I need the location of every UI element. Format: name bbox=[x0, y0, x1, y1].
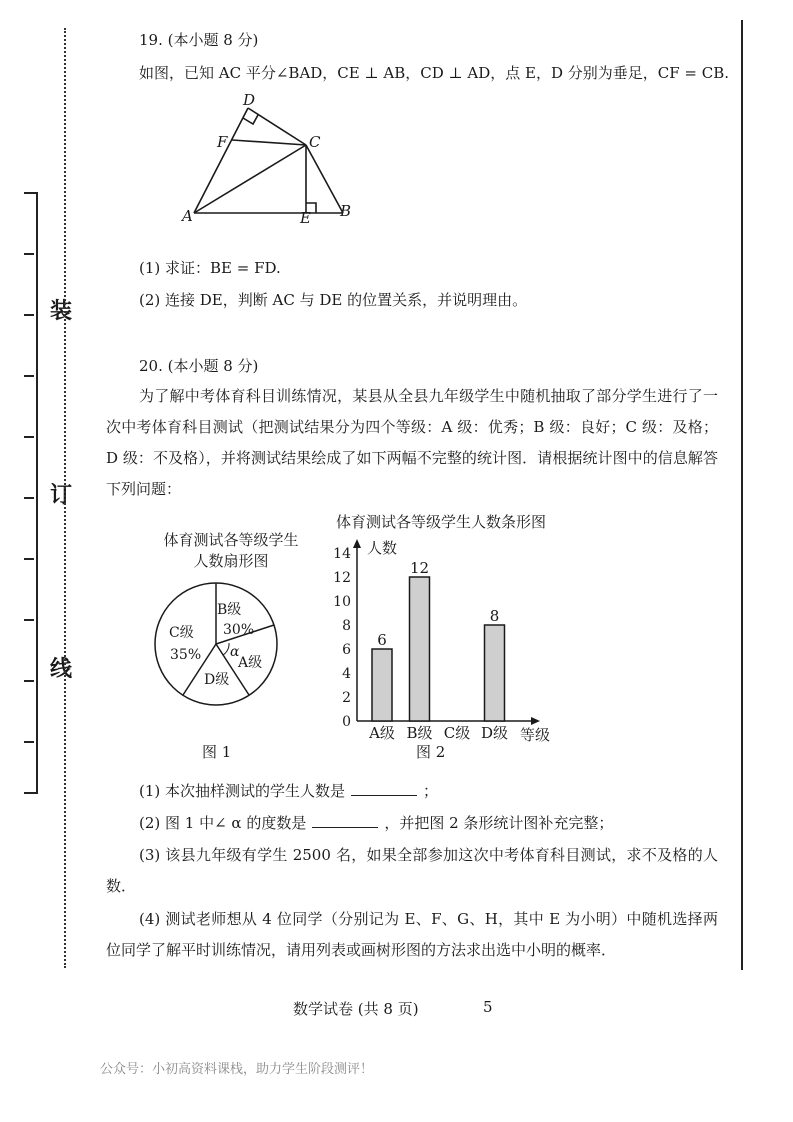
q20-part4-text: (4) 测试老师想从 4 位同学（分别记为 E、F、G、H，其中 E 为小明）中随机选择两位同学了解平时训练情况，请用列表或画树形图的方法求出选中小明的概率． bbox=[106, 910, 718, 959]
x-category-label: B级 bbox=[406, 724, 433, 742]
binding-tick bbox=[24, 436, 34, 438]
bar-caption: 图 2 bbox=[416, 743, 446, 761]
binding-tick bbox=[24, 314, 34, 316]
pie-title-line2: 人数扇形图 bbox=[193, 552, 269, 570]
y-tick-label: 8 bbox=[342, 618, 351, 634]
binding-tick bbox=[24, 375, 34, 377]
bar-chart bbox=[330, 534, 565, 746]
bar-value-label: 6 bbox=[377, 631, 387, 649]
label-C: C bbox=[309, 133, 321, 151]
bar-D级 bbox=[485, 625, 505, 721]
angle-alpha-arc bbox=[223, 643, 229, 655]
answer-blank-2[interactable] bbox=[312, 813, 378, 828]
segment-DC bbox=[248, 108, 306, 145]
right-margin-rule bbox=[741, 20, 743, 970]
label-D: D bbox=[243, 91, 256, 109]
pie-slice-B-percent: 30% bbox=[223, 622, 255, 638]
q20-intro bbox=[106, 381, 718, 505]
angle-alpha-label: α bbox=[230, 644, 240, 660]
binding-char-zhuang: 装 bbox=[50, 299, 73, 324]
y-tick-label: 4 bbox=[342, 666, 351, 682]
binding-tick bbox=[24, 680, 34, 682]
y-tick-label: 6 bbox=[342, 642, 351, 658]
y-axis-arrow bbox=[353, 539, 361, 548]
pie-slice-A-name: A级 bbox=[238, 655, 263, 671]
pie-slice-C-percent: 35% bbox=[170, 647, 202, 663]
x-category-label: D级 bbox=[480, 724, 509, 742]
q20-part2-text: (2) 图 1 中∠ α 的度数是 bbox=[139, 814, 307, 832]
label-F: F bbox=[217, 133, 228, 151]
x-category-label: C级 bbox=[443, 724, 471, 742]
bar-B级 bbox=[410, 577, 430, 721]
binding-tick bbox=[24, 619, 34, 621]
bar-chart-title: 体育测试各等级学生人数条形图 bbox=[336, 513, 547, 531]
x-axis-arrow bbox=[531, 717, 540, 725]
q20-part4 bbox=[106, 904, 718, 966]
q19-part1: (1) 求证：BE = FD. bbox=[139, 259, 281, 277]
footer-page-number: 5 bbox=[483, 998, 493, 1016]
q20-header: 20. (本小题 8 分) bbox=[139, 357, 259, 375]
binding-tick bbox=[24, 497, 34, 499]
q20-part3-text: (3) 该县九年级有学生 2500 名，如果全部参加这次中考体育科目测试，求不及格的人数． bbox=[106, 846, 718, 895]
q20-intro-text: 为了解中考体育科目训练情况，某县从全县九年级学生中随机抽取了部分学生进行了一次中考体育科目测试（把测试结果分为四个等级：A 级：优秀；B 级：良好；C 级：及格；D 级：不及格），并将测试结果绘成了如下两幅不完整的统计图．请根据统计图中的信息解答下列问题： bbox=[106, 387, 718, 498]
y-tick-label: 10 bbox=[333, 594, 351, 610]
pie-slice-B-name: B级 bbox=[217, 602, 242, 618]
q20-part1-end: ； bbox=[423, 782, 439, 800]
bar-value-label: 12 bbox=[409, 559, 430, 577]
x-axis-label: 等级 bbox=[520, 726, 551, 744]
y-tick-label: 0 bbox=[342, 714, 351, 730]
label-A: A bbox=[182, 207, 193, 225]
q19-header: 19. (本小题 8 分) bbox=[139, 31, 259, 49]
binding-char-xian: 线 bbox=[50, 657, 73, 682]
y-axis-label: 人数 bbox=[367, 539, 398, 557]
bar-A级 bbox=[372, 649, 392, 721]
footer-title: 数学试卷 (共 8 页) bbox=[293, 1000, 419, 1018]
binding-margin-bracket bbox=[24, 192, 38, 794]
y-tick-label: 14 bbox=[333, 546, 351, 562]
binding-char-ding: 订 bbox=[50, 483, 73, 508]
pie-title-line1: 体育测试各等级学生 bbox=[163, 531, 299, 549]
pie-caption: 图 1 bbox=[202, 743, 232, 761]
answer-blank-1[interactable] bbox=[351, 781, 417, 796]
q20-part2-end: ，并把图 2 条形统计图补充完整； bbox=[384, 814, 614, 832]
x-category-label: A级 bbox=[369, 724, 395, 742]
label-B: B bbox=[340, 202, 352, 220]
segment-FC bbox=[232, 140, 306, 145]
binding-tick bbox=[24, 741, 34, 743]
q20-part1 bbox=[139, 781, 438, 801]
q20-part3 bbox=[106, 840, 718, 902]
pie-title bbox=[156, 530, 306, 572]
watermark-text: 公众号：小初高资料课栈，助力学生阶段测评！ bbox=[100, 1062, 374, 1077]
pie-chart bbox=[150, 580, 280, 710]
q20-part2 bbox=[139, 813, 613, 833]
binding-tick bbox=[24, 253, 34, 255]
y-tick-label: 12 bbox=[333, 570, 351, 586]
right-angle-D bbox=[243, 115, 258, 124]
q19-statement: 如图，已知 AC 平分∠BAD，CE ⊥ AB，CD ⊥ AD，点 E，D 分别为垂足，CF = CB. bbox=[139, 64, 729, 82]
q19-geometry-figure bbox=[180, 90, 360, 226]
q19-part2: (2) 连接 DE，判断 AC 与 DE 的位置关系，并说明理由。 bbox=[139, 291, 528, 309]
q20-part1-text: (1) 本次抽样测试的学生人数是 bbox=[139, 782, 346, 800]
binding-dotted-line bbox=[64, 28, 66, 968]
pie-slice-D-name: D级 bbox=[204, 672, 230, 688]
pie-slice-C-name: C级 bbox=[169, 625, 194, 641]
label-E: E bbox=[300, 209, 311, 226]
bar-value-label: 8 bbox=[489, 607, 500, 625]
binding-tick bbox=[24, 558, 34, 560]
y-tick-label: 2 bbox=[342, 690, 351, 706]
